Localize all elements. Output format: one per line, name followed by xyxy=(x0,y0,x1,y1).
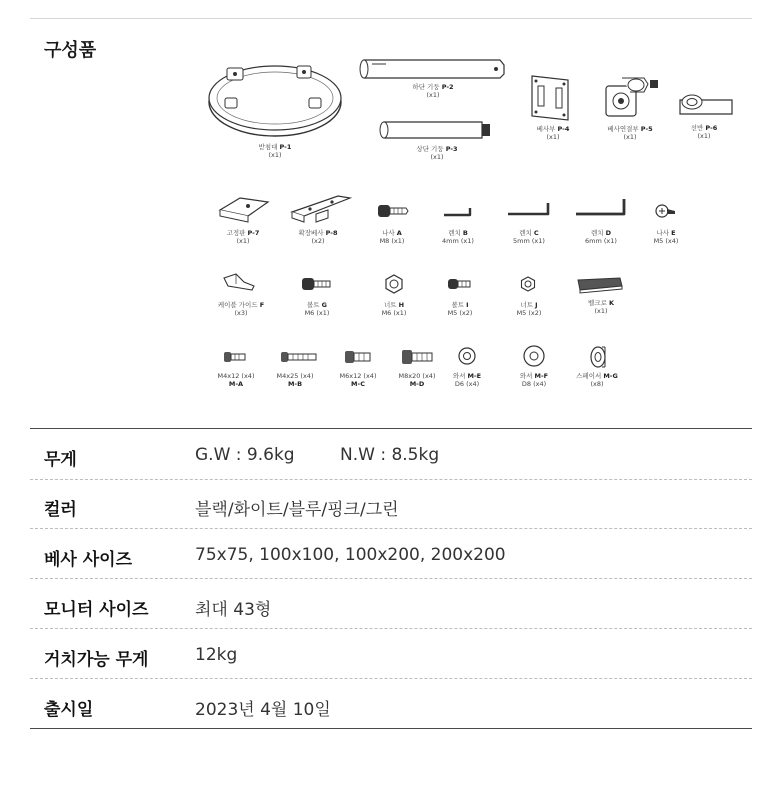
spec-label: 컬러 xyxy=(44,500,77,520)
spec-label: 무게 xyxy=(44,450,77,470)
part-label: 베사연결부 P-5 (x1) xyxy=(607,125,653,141)
spec-bottom-border xyxy=(30,728,752,729)
part-label: M4x25 (x4) M-B xyxy=(276,372,314,388)
vesa-connector-illustration xyxy=(600,72,662,122)
part-label: M8x20 (x4) M-D xyxy=(398,372,436,388)
spec-row-weight xyxy=(30,430,752,481)
screw-mc-illustration xyxy=(343,349,375,365)
spec-label: 거치가능 무게 xyxy=(44,650,149,670)
part-label: 상단 기둥 P-3 (x1) xyxy=(416,145,458,161)
spec-value-net: N.W : 8.5kg xyxy=(340,445,440,465)
spec-value: 2023년 4월 10일 xyxy=(195,700,331,720)
part-label: 고정판 P-7 (x1) xyxy=(226,229,260,245)
fixing-plate-illustration xyxy=(216,192,272,224)
part-label: 받침대 P-1 (x1) xyxy=(258,143,292,159)
spec-divider xyxy=(30,628,752,629)
spec-top-border xyxy=(30,428,752,429)
spec-divider xyxy=(30,578,752,579)
part-label: 볼트 G M6 (x1) xyxy=(304,301,330,317)
part-label: 렌치 D 6mm (x1) xyxy=(585,229,617,245)
spec-value: 75x75, 100x100, 100x200, 200x200 xyxy=(195,545,506,565)
nut-h-illustration xyxy=(384,274,404,294)
part-label: M6x12 (x4) M-C xyxy=(339,372,377,388)
wrench-b-illustration xyxy=(442,205,476,221)
part-label: 나사 E M5 (x4) xyxy=(653,229,679,245)
spec-row-monitor xyxy=(30,580,752,631)
bolt-i-illustration xyxy=(446,276,474,292)
part-label: 선반 P-6 (x1) xyxy=(690,124,718,140)
part-label: 케이블 가이드 F (x3) xyxy=(217,301,265,317)
spec-label: 베사 사이즈 xyxy=(44,550,133,570)
spec-divider xyxy=(30,528,752,529)
cable-guide-illustration xyxy=(222,272,258,294)
screw-ma-illustration xyxy=(222,350,250,364)
part-label: 렌치 B 4mm (x1) xyxy=(442,229,474,245)
part-label: 렌치 C 5mm (x1) xyxy=(513,229,545,245)
spec-value: 블랙/화이트/블루/핑크/그린 xyxy=(195,500,399,520)
spec-value: 12kg xyxy=(195,645,238,665)
wrench-c-illustration xyxy=(506,200,554,220)
spec-row-release xyxy=(30,680,752,731)
washer-me-illustration xyxy=(457,346,477,366)
upper-pole-illustration xyxy=(378,118,498,142)
lower-pole-illustration xyxy=(358,52,508,86)
components-title: 구성품 xyxy=(44,40,97,61)
part-label: 너트 J M5 (x2) xyxy=(516,301,542,317)
screw-e-illustration xyxy=(654,202,678,222)
spec-row-load xyxy=(30,630,752,681)
vesa-plate-illustration xyxy=(528,72,574,122)
spec-divider xyxy=(30,678,752,679)
part-label: M4x12 (x4) M-A xyxy=(217,372,255,388)
spec-label: 출시일 xyxy=(44,700,94,720)
spacer-illustration xyxy=(588,344,608,370)
spec-value-gross: G.W : 9.6kg xyxy=(195,445,295,465)
velcro-illustration xyxy=(576,276,624,294)
spec-row-color xyxy=(30,480,752,531)
part-label: 너트 H M6 (x1) xyxy=(381,301,407,317)
screw-a-illustration xyxy=(376,202,410,220)
spec-value: 최대 43형 xyxy=(195,600,272,620)
part-label: 베사부 P-4 (x1) xyxy=(536,125,570,141)
bolt-g-illustration xyxy=(300,276,334,292)
spec-row-vesa xyxy=(30,530,752,581)
part-label: 벨크로 K (x1) xyxy=(588,299,614,315)
screw-mb-illustration xyxy=(279,350,319,364)
part-label: 와셔 M-F D8 (x4) xyxy=(519,372,549,388)
part-label: 스페이서 M-G (x8) xyxy=(576,372,618,388)
part-label: 볼트 I M5 (x2) xyxy=(447,301,473,317)
screw-md-illustration xyxy=(400,348,436,366)
base-ring-illustration xyxy=(205,60,345,140)
extension-vesa-illustration xyxy=(288,192,354,224)
washer-mf-illustration xyxy=(522,344,546,368)
part-label: 와셔 M-E D6 (x4) xyxy=(452,372,482,388)
part-label: 확장베사 P-8 (x2) xyxy=(298,229,338,245)
part-label: 나사 A M8 (x1) xyxy=(379,229,405,245)
nut-j-illustration xyxy=(520,276,536,292)
spec-label: 모니터 사이즈 xyxy=(44,600,149,620)
wrench-d-illustration xyxy=(574,196,630,220)
part-label: 하단 기둥 P-2 (x1) xyxy=(412,83,454,99)
shelf-illustration xyxy=(676,90,738,124)
